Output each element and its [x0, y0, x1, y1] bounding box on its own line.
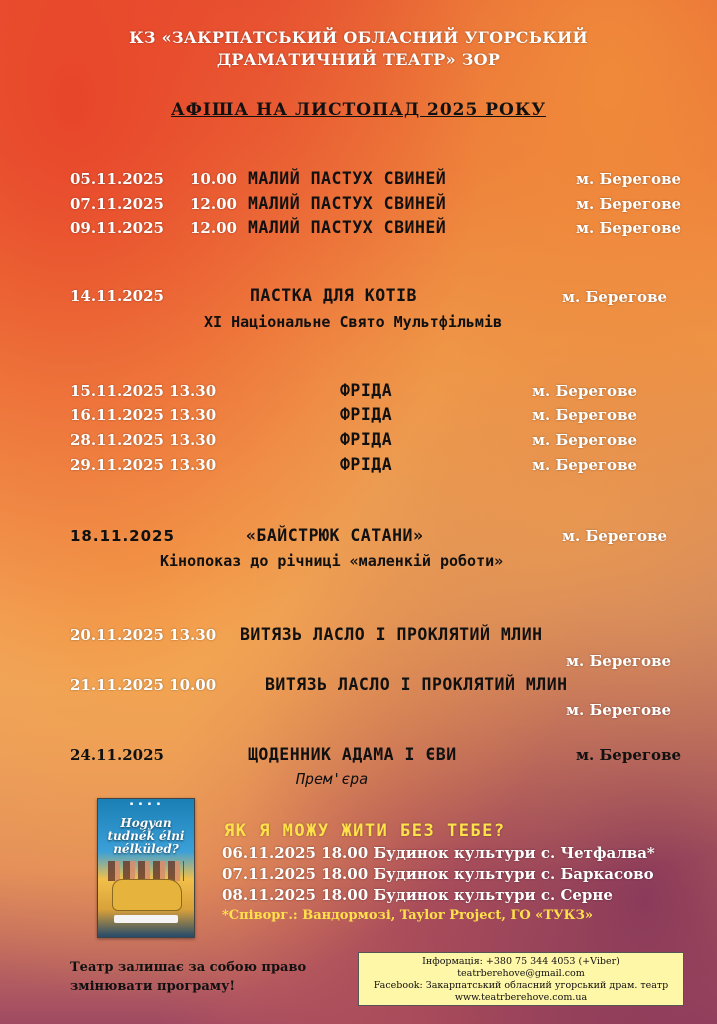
info-website[interactable]: www.teatrberehove.com.ua — [454, 992, 588, 1003]
tour-date-3: 08.11.2025 18.00 Будинок культури с. Серне — [222, 886, 613, 904]
event-date: 05.11.2025 — [70, 170, 164, 188]
event-title: ФРІДА — [340, 381, 393, 400]
info-phone: Інформація: +380 75 344 4053 (+Viber) — [422, 956, 620, 967]
event-time: 12.00 — [190, 219, 237, 237]
poster-title-pre: Hogyan — [120, 816, 172, 830]
tour-coorganizers: *Співорг.: Вандормозі, Taylor Project, ГО «ТУКЗ» — [222, 908, 593, 923]
event-date: 20.11.2025 13.30 — [70, 626, 217, 644]
event-title: «БАЙСТРЮК САТАНИ» — [246, 526, 424, 545]
header-line-2: ДРАМАТИЧНИЙ ТЕАТР» ЗОР — [216, 50, 501, 69]
header-line-1: КЗ «ЗАКРПАТСЬКИЙ ОБЛАСНИЙ УГОРСЬКИЙ — [129, 28, 588, 47]
event-date: 28.11.2025 13.30 — [70, 431, 217, 449]
tour-date-1: 06.11.2025 18.00 Будинок культури с. Четфалва* — [222, 844, 655, 862]
info-facebook[interactable]: Facebook: Закарпатський обласний угорський драм. театр — [373, 980, 669, 991]
event-title: ФРІДА — [340, 455, 393, 474]
event-title: ФРІДА — [340, 430, 393, 449]
event-title: ЩОДЕННИК АДАМА І ЄВИ — [248, 745, 457, 764]
event-city: м. Берегове — [566, 652, 672, 670]
event-time: 12.00 — [190, 195, 237, 213]
event-title: МАЛИЙ ПАСТУХ СВИНЕЙ — [248, 194, 447, 213]
program-change-disclaimer: Театр залишає за собою право змінювати програму! — [70, 960, 307, 994]
event-city: м. Берегове — [576, 195, 682, 213]
event-title: МАЛИЙ ПАСТУХ СВИНЕЙ — [248, 218, 447, 237]
info-box — [358, 952, 684, 1006]
event-date: 16.11.2025 13.30 — [70, 406, 217, 424]
event-city: м. Берегове — [576, 170, 682, 188]
tour-title: ЯК Я МОЖУ ЖИТИ БЕЗ ТЕБЕ? — [224, 821, 506, 841]
event-city: м. Берегове — [532, 406, 638, 424]
event-city: м. Берегове — [532, 382, 638, 400]
info-email[interactable]: teatrberehove@gmail.com — [457, 968, 585, 979]
event-city: м. Берегове — [576, 746, 682, 764]
poster-car — [112, 879, 182, 911]
tour-poster-image — [97, 798, 195, 938]
event-city: м. Берегове — [532, 431, 638, 449]
event-city: м. Берегове — [576, 219, 682, 237]
event-city: м. Берегове — [562, 527, 668, 545]
event-city: м. Берегове — [532, 456, 638, 474]
poster-title-main: tudnék élni nélküled? — [107, 829, 185, 856]
event-title: ВИТЯЗЬ ЛАСЛО І ПРОКЛЯТИЙ МЛИН — [265, 675, 568, 694]
page-title: АФІША НА ЛИСТОПАД 2025 РОКУ — [170, 100, 547, 120]
event-date: 24.11.2025 — [70, 746, 164, 764]
event-title: МАЛИЙ ПАСТУХ СВИНЕЙ — [248, 169, 447, 188]
event-date: 15.11.2025 13.30 — [70, 382, 217, 400]
event-date: 07.11.2025 — [70, 195, 164, 213]
event-city: м. Берегове — [566, 701, 672, 719]
event-title: ВИТЯЗЬ ЛАСЛО І ПРОКЛЯТИЙ МЛИН — [240, 625, 543, 644]
event-title: ФРІДА — [340, 405, 393, 424]
tour-date-2: 07.11.2025 18.00 Будинок культури с. Баркасово — [222, 865, 654, 883]
event-title: ПАСТКА ДЛЯ КОТІВ — [250, 286, 417, 305]
poster-top-bar: ▪ ▪ ▪ ▪ — [129, 801, 163, 807]
event-note: XI Національне Свято Мультфільмів — [204, 313, 503, 331]
poster-people — [108, 861, 184, 881]
event-date: 09.11.2025 — [70, 219, 164, 237]
poster-ribbon — [114, 915, 178, 923]
event-note: Кінопоказ до річниці «маленкій роботи» — [160, 552, 504, 570]
event-date: 18.11.2025 — [70, 527, 175, 545]
event-date: 29.11.2025 13.30 — [70, 456, 217, 474]
premiere-label: Прем'єра — [296, 770, 369, 788]
poster-title — [102, 817, 190, 856]
event-time: 10.00 — [190, 170, 237, 188]
event-date: 21.11.2025 10.00 — [70, 676, 217, 694]
event-city: м. Берегове — [562, 288, 668, 306]
event-date: 14.11.2025 — [70, 287, 164, 305]
